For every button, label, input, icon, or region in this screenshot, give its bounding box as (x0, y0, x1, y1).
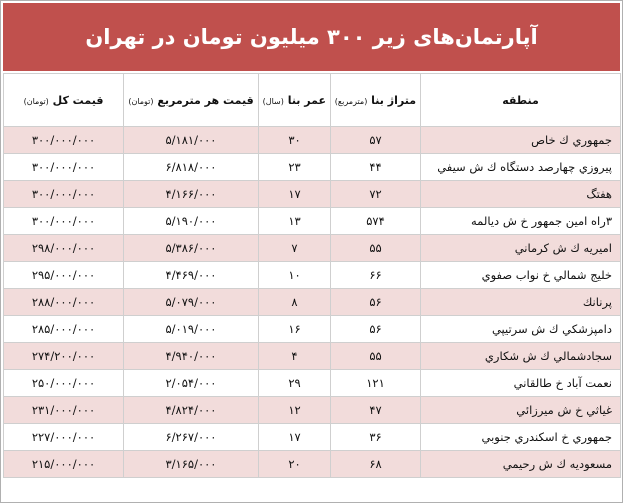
cell-area: ۵۷ (331, 127, 421, 154)
cell-age: ۱۶ (259, 316, 331, 343)
table-row (4, 127, 621, 154)
table-header (4, 74, 621, 127)
cell-region: جمهوري ك خاص (421, 127, 621, 154)
cell-total-price: ۳۰۰/۰۰۰/۰۰۰ (4, 127, 124, 154)
header-area-unit: (مترمربع) (334, 96, 368, 106)
table-row (4, 181, 621, 208)
table-row (4, 343, 621, 370)
cell-total-price: ۲۹۵/۰۰۰/۰۰۰ (4, 262, 124, 289)
cell-price-per-meter: ۴/۱۶۶/۰۰۰ (124, 181, 259, 208)
cell-region: ۳راه امين جمهور خ ش ديالمه (421, 208, 621, 235)
cell-area: ۶۸ (331, 451, 421, 478)
cell-age: ۲۹ (259, 370, 331, 397)
page-title: آپارتمان‌های زیر ۳۰۰ میلیون تومان در تهران (3, 3, 620, 71)
cell-region: سجادشمالي ك ش شكاري (421, 343, 621, 370)
header-area-label: متراژ بنا (371, 93, 416, 107)
table-row (4, 235, 621, 262)
cell-area: ۵۷۴ (331, 208, 421, 235)
cell-total-price: ۲۲۷/۰۰۰/۰۰۰ (4, 424, 124, 451)
header-total-price (4, 74, 124, 127)
cell-age: ۳۰ (259, 127, 331, 154)
cell-age: ۱۰ (259, 262, 331, 289)
cell-area: ۴۷ (331, 397, 421, 424)
table-body (4, 127, 621, 478)
cell-age: ۸ (259, 289, 331, 316)
cell-region: نعمت آباد خ طالقاني (421, 370, 621, 397)
cell-total-price: ۲۳۱/۰۰۰/۰۰۰ (4, 397, 124, 424)
cell-price-per-meter: ۴/۴۶۹/۰۰۰ (124, 262, 259, 289)
cell-total-price: ۳۰۰/۰۰۰/۰۰۰ (4, 154, 124, 181)
cell-total-price: ۳۰۰/۰۰۰/۰۰۰ (4, 208, 124, 235)
cell-age: ۲۳ (259, 154, 331, 181)
cell-price-per-meter: ۴/۹۴۰/۰۰۰ (124, 343, 259, 370)
cell-price-per-meter: ۵/۳۸۶/۰۰۰ (124, 235, 259, 262)
header-age (259, 74, 331, 127)
cell-area: ۵۶ (331, 316, 421, 343)
cell-region: جمهوري خ اسكندري جنوبي (421, 424, 621, 451)
table-row (4, 262, 621, 289)
cell-price-per-meter: ۵/۱۸۱/۰۰۰ (124, 127, 259, 154)
cell-age: ۱۲ (259, 397, 331, 424)
cell-region: هفتگ (421, 181, 621, 208)
header-age-unit: (سال) (262, 96, 284, 106)
cell-age: ۱۳ (259, 208, 331, 235)
table-row (4, 370, 621, 397)
cell-region: اميريه ك ش كرماني (421, 235, 621, 262)
cell-total-price: ۲۵۰/۰۰۰/۰۰۰ (4, 370, 124, 397)
cell-total-price: ۲۷۴/۲۰۰/۰۰۰ (4, 343, 124, 370)
table-row (4, 397, 621, 424)
cell-region: دامپزشكي ك ش سرتيپي (421, 316, 621, 343)
cell-price-per-meter: ۵/۰۷۹/۰۰۰ (124, 289, 259, 316)
table-row (4, 154, 621, 181)
header-age-label: عمر بنا (287, 93, 326, 107)
cell-age: ۷ (259, 235, 331, 262)
cell-area: ۷۲ (331, 181, 421, 208)
cell-price-per-meter: ۵/۱۹۰/۰۰۰ (124, 208, 259, 235)
table-row (4, 316, 621, 343)
cell-total-price: ۲۸۵/۰۰۰/۰۰۰ (4, 316, 124, 343)
header-price-per-meter-label: قیمت هر مترمربع (157, 93, 254, 107)
cell-age: ۱۷ (259, 181, 331, 208)
cell-region: خليج شمالي خ نواب صفوي (421, 262, 621, 289)
cell-total-price: ۳۰۰/۰۰۰/۰۰۰ (4, 181, 124, 208)
header-region-label: منطقه (502, 93, 539, 107)
cell-price-per-meter: ۵/۰۱۹/۰۰۰ (124, 316, 259, 343)
header-price-per-meter (124, 74, 259, 127)
cell-age: ۴ (259, 343, 331, 370)
table-row (4, 451, 621, 478)
header-price-per-meter-unit: (تومان) (128, 96, 154, 106)
header-area (331, 74, 421, 127)
cell-area: ۱۲۱ (331, 370, 421, 397)
table-row (4, 289, 621, 316)
cell-region: مسعوديه ك ش رحيمي (421, 451, 621, 478)
header-row (4, 74, 621, 127)
cell-price-per-meter: ۳/۱۶۵/۰۰۰ (124, 451, 259, 478)
cell-price-per-meter: ۴/۸۲۴/۰۰۰ (124, 397, 259, 424)
table-row (4, 208, 621, 235)
cell-area: ۳۶ (331, 424, 421, 451)
cell-price-per-meter: ۶/۲۶۷/۰۰۰ (124, 424, 259, 451)
cell-region: پيروزي چهارصد دستگاه ك ش سيفي (421, 154, 621, 181)
apartments-table (3, 73, 621, 478)
cell-total-price: ۲۹۸/۰۰۰/۰۰۰ (4, 235, 124, 262)
header-region (421, 74, 621, 127)
cell-region: پرنانك (421, 289, 621, 316)
cell-age: ۱۷ (259, 424, 331, 451)
cell-age: ۲۰ (259, 451, 331, 478)
cell-price-per-meter: ۶/۸۱۸/۰۰۰ (124, 154, 259, 181)
header-total-price-unit: (تومان) (23, 96, 49, 106)
header-total-price-label: قیمت کل (52, 93, 104, 107)
cell-total-price: ۲۱۵/۰۰۰/۰۰۰ (4, 451, 124, 478)
cell-area: ۵۶ (331, 289, 421, 316)
cell-region: غياثي خ ش ميرزائي (421, 397, 621, 424)
cell-total-price: ۲۸۸/۰۰۰/۰۰۰ (4, 289, 124, 316)
table-row (4, 424, 621, 451)
cell-area: ۵۵ (331, 235, 421, 262)
cell-area: ۵۵ (331, 343, 421, 370)
cell-price-per-meter: ۲/۰۵۴/۰۰۰ (124, 370, 259, 397)
cell-area: ۶۶ (331, 262, 421, 289)
cell-area: ۴۴ (331, 154, 421, 181)
